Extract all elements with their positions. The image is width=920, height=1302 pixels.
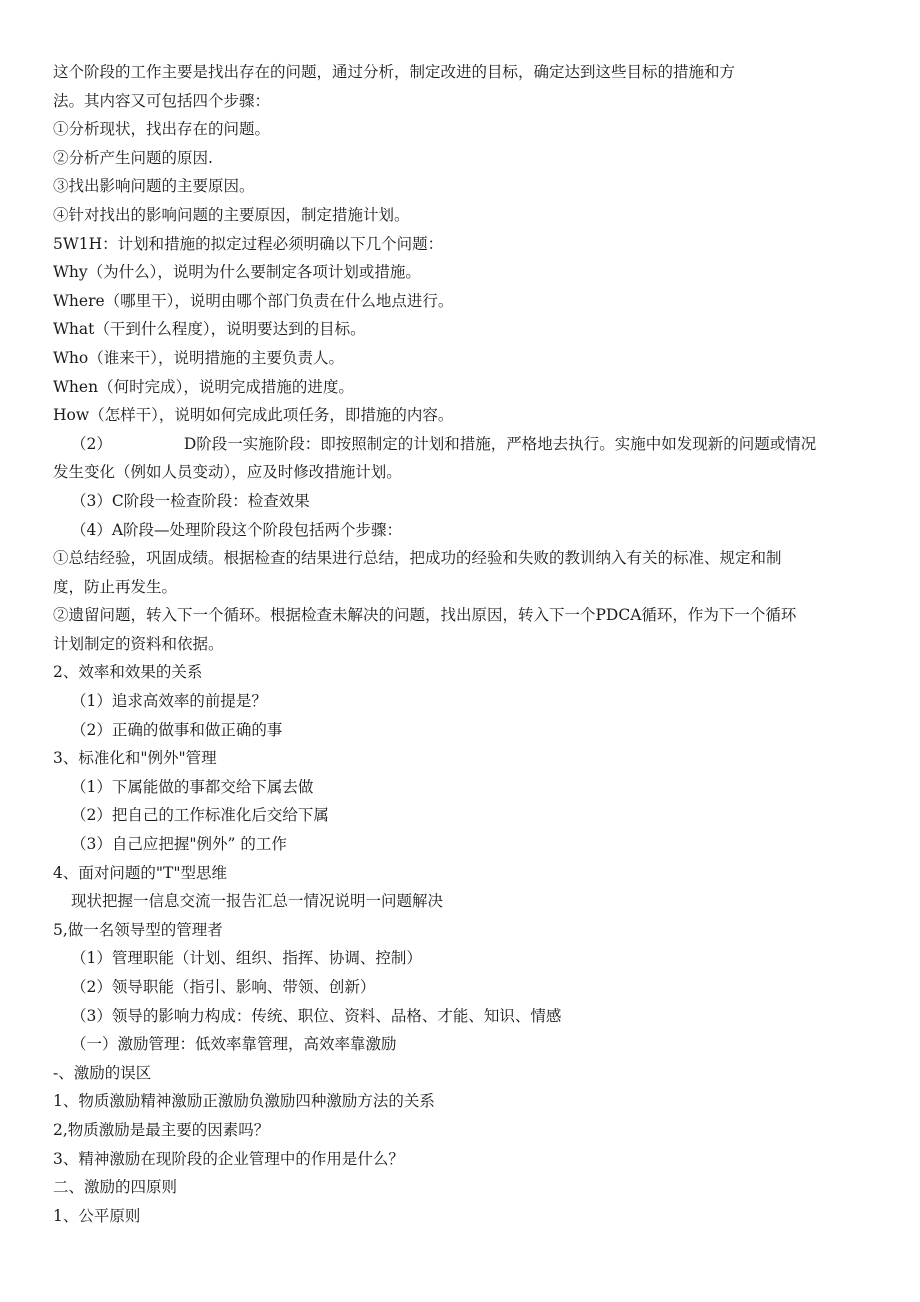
section-3-item-1: （1）下属能做的事都交给下属去做 — [71, 777, 314, 796]
paragraph-intro-line-1: 这个阶段的工作主要是找出存在的问题，通过分析，制定改进的目标，确定达到这些目标的措施和方 — [53, 63, 736, 81]
d-stage-line-2: 发生变化（例如人员变动），应及时修改措施计划。 — [53, 463, 402, 482]
part-1-item-3: 3、精神激励在现阶段的企业管理中的作用是什么？ — [53, 1149, 404, 1168]
section-5-item-1: （1）管理职能（计划、组织、指挥、协调、控制） — [71, 949, 422, 968]
section-3-title: 3、标准化和"例外"管理 — [53, 749, 217, 768]
part-2-item-1: 1、公平原则 — [53, 1206, 141, 1225]
5w1h-where: Where（哪里干），说明由哪个部门负责在什么地点进行。 — [53, 291, 454, 310]
section-2-item-1: （1）追求高效率的前提是？ — [71, 692, 267, 711]
a-step-2-line-1: ②遗留问题，转入下一个循环。根据检查未解决的问题，找出原因，转入下一个PDCA循环，作为下一个循环 — [53, 606, 797, 625]
d-stage-number: （2） — [71, 434, 112, 453]
part-1-item-1: 1、物质激励精神激励正激励负激励四种激励方法的关系 — [53, 1092, 435, 1111]
step-4: ④针对找出的影响问题的主要原因，制定措施计划。 — [53, 205, 410, 224]
section-5-item-4: （一）激励管理：低效率靠管理，高效率靠激励 — [71, 1035, 397, 1054]
step-2: ②分析产生问题的原因. — [53, 148, 213, 167]
section-2-item-2: （2）正确的做事和做正确的事 — [71, 720, 283, 739]
5w1h-when: When（何时完成），说明完成措施的进度。 — [53, 377, 354, 396]
5w1h-who: Who（谁来干），说明措施的主要负责人。 — [53, 348, 344, 367]
document-body — [53, 58, 868, 1230]
paragraph-intro-line-2: 法。其内容又可包括四个步骤： — [53, 91, 271, 110]
section-3-item-2: （2）把自己的工作标准化后交给下属 — [71, 806, 329, 825]
step-1: ①分析现状，找出存在的问题。 — [53, 120, 271, 139]
section-5-item-2: （2）领导职能（指引、影响、带领、创新） — [71, 978, 376, 996]
section-5-title: 5,做一名领导型的管理者 — [53, 920, 223, 939]
5w1h-heading: 5W1H：计划和措施的拟定过程必须明确以下几个问题： — [53, 234, 444, 253]
part-2-title: 二、激励的四原则 — [53, 1178, 178, 1197]
section-4-item-1: 现状把握一信息交流一报告汇总一情况说明一问题解决 — [71, 892, 444, 911]
5w1h-what: What（干到什么程度），说明要达到的目标。 — [53, 320, 366, 339]
5w1h-why: Why（为什么），说明为什么要制定各项计划或措施。 — [53, 263, 421, 282]
c-stage: （3）C阶段一检查阶段：检查效果 — [71, 491, 310, 510]
a-step-2-line-2: 计划制定的资料和依据。 — [53, 634, 224, 653]
section-2-title: 2、效率和效果的关系 — [53, 663, 203, 682]
a-step-1-line-2: 度，防止再发生。 — [53, 577, 178, 596]
section-3-item-3: （3）自己应把握"例外” 的工作 — [71, 835, 287, 854]
a-step-1-line-1: ①总结经验，巩固成绩。根据检查的结果进行总结，把成功的经验和失败的教训纳入有关的标准、规定和制 — [53, 549, 782, 568]
section-5-item-3: （3）领导的影响力构成：传统、职位、资料、品格、才能、知识、情感 — [71, 1006, 562, 1025]
d-stage-text: D阶段一实施阶段：即按照制定的计划和措施，严格地去执行。实施中如发现新的问题或情况 — [183, 434, 817, 453]
d-stage-line-1 — [53, 430, 868, 459]
5w1h-how: How（怎样干），说明如何完成此项任务，即措施的内容。 — [53, 406, 454, 425]
step-3: ③找出影响问题的主要原因。 — [53, 177, 255, 196]
a-stage: （4）A阶段—处理阶段这个阶段包括两个步骤： — [71, 520, 403, 539]
section-4-title: 4、面对问题的"T"型思维 — [53, 863, 227, 882]
part-1-item-2: 2,物质激励是最主要的因素吗？ — [53, 1120, 270, 1139]
part-1-title: -、激励的误区 — [53, 1063, 152, 1082]
